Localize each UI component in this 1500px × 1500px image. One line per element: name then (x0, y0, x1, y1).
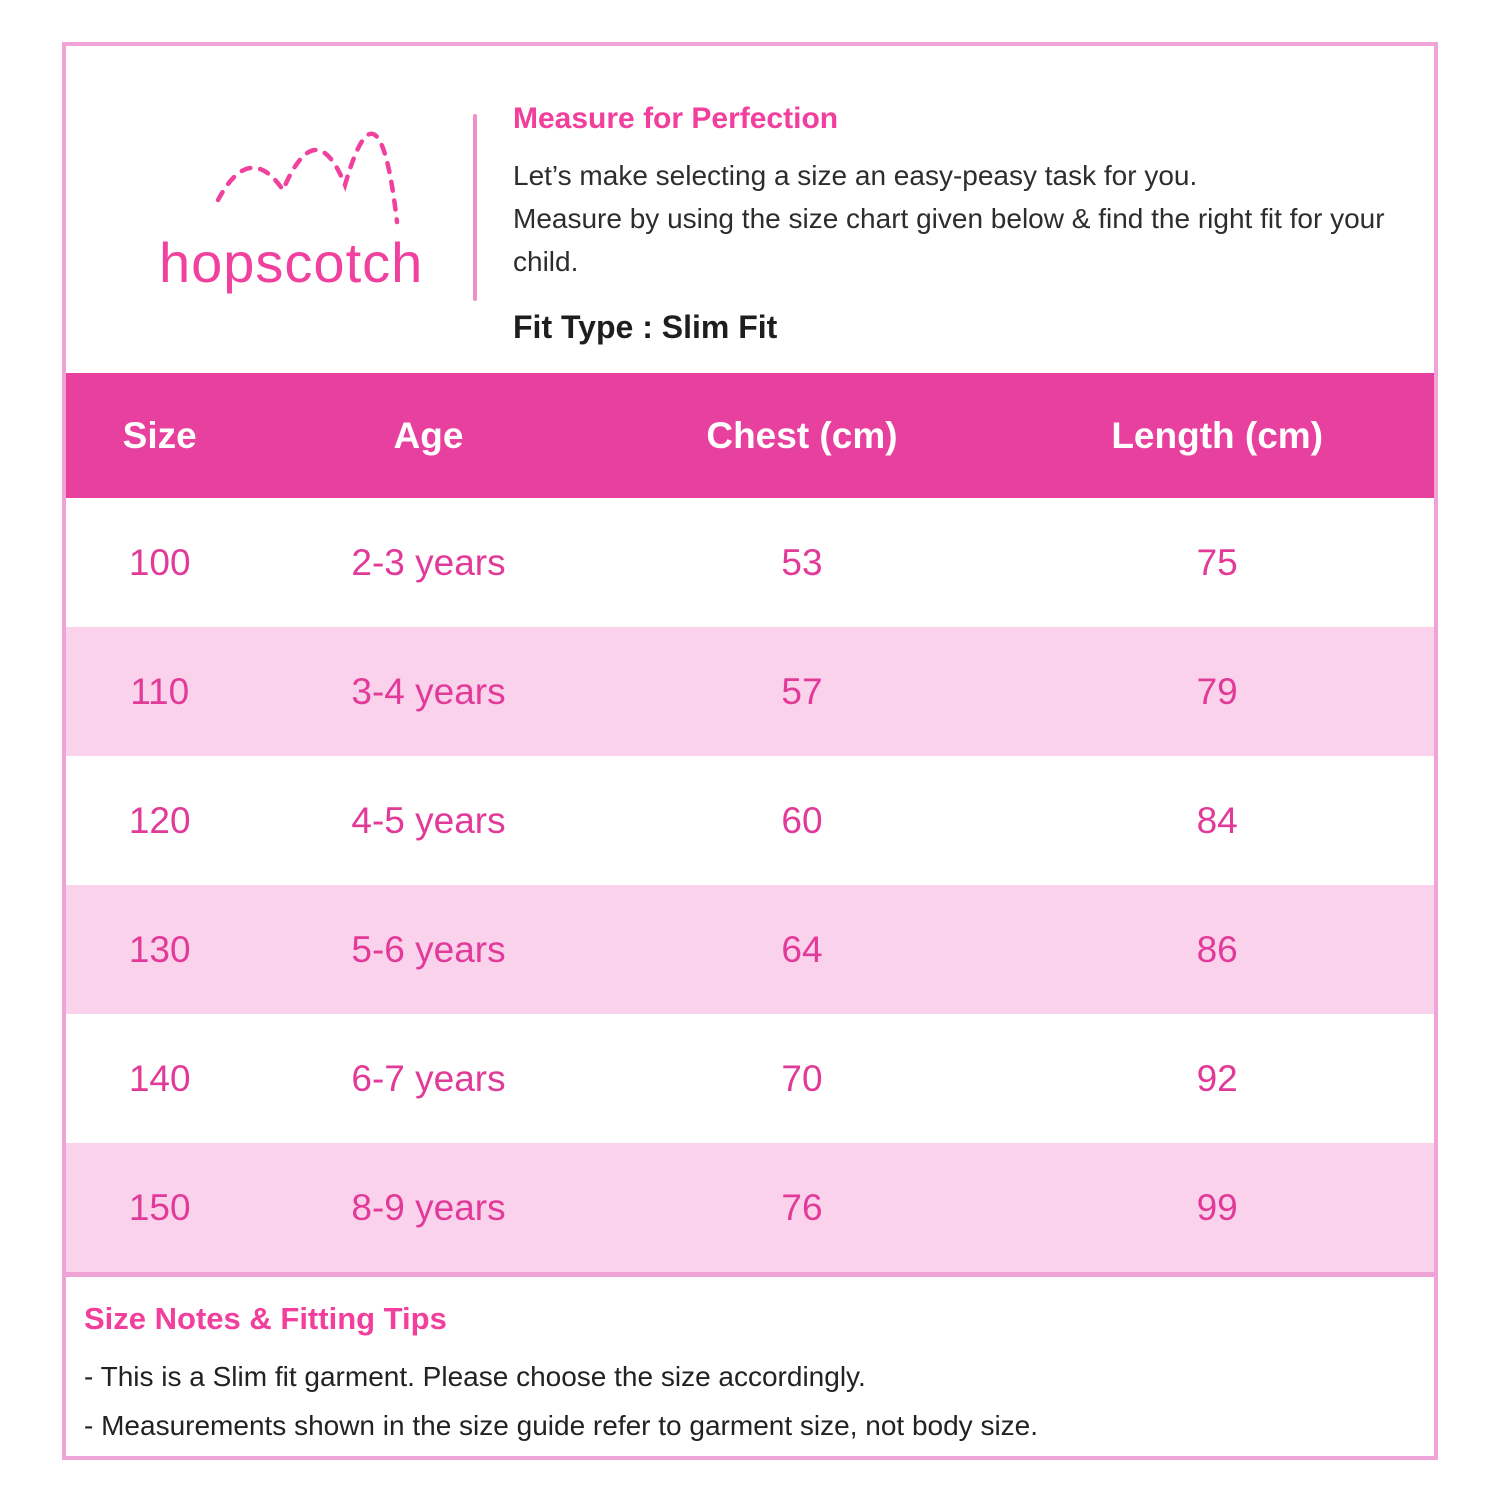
notes-section (66, 1272, 1434, 1442)
hopscotch-logo (149, 131, 449, 331)
size-chart-sheet (62, 42, 1438, 1460)
cell-size: 100 (66, 498, 253, 627)
intro-line-1: Let’s make selecting a size an easy-peasy task for you. (513, 160, 1198, 191)
cell-length: 99 (1000, 1143, 1434, 1272)
table-row (66, 1014, 1434, 1143)
cell-length: 84 (1000, 756, 1434, 885)
cell-size: 120 (66, 756, 253, 885)
cell-size: 130 (66, 885, 253, 1014)
table-header-row (66, 373, 1434, 498)
hop-trajectory-dashes (218, 134, 397, 222)
cell-age: 6-7 years (253, 1014, 603, 1143)
intro-section (66, 46, 1434, 373)
cell-chest: 76 (604, 1143, 1001, 1272)
note-item: - Measurements shown in the size guide refer to garment size, not body size. (84, 1410, 1039, 1441)
table-row (66, 885, 1434, 1014)
table-row (66, 1143, 1434, 1272)
cell-age: 2-3 years (253, 498, 603, 627)
column-header-chest: Chest (cm) (604, 373, 1001, 498)
table-row (66, 498, 1434, 627)
fit-type-label: Fit Type : Slim Fit (513, 309, 778, 345)
note-item: - This is a Slim fit garment. Please choose the size accordingly. (84, 1361, 866, 1392)
cell-size: 110 (66, 627, 253, 756)
notes-title: Size Notes & Fitting Tips (84, 1301, 447, 1336)
cell-age: 8-9 years (253, 1143, 603, 1272)
column-header-age: Age (253, 373, 603, 498)
intro-heading: Measure for Perfection (513, 102, 839, 135)
cell-chest: 60 (604, 756, 1001, 885)
cell-chest: 57 (604, 627, 1001, 756)
size-table (66, 373, 1434, 1272)
table-row (66, 756, 1434, 885)
cell-age: 5-6 years (253, 885, 603, 1014)
hopscotch-logo-graphic (149, 131, 449, 331)
column-header-size: Size (66, 373, 253, 498)
column-header-length: Length (cm) (1000, 373, 1434, 498)
intro-text-block (513, 102, 1405, 346)
cell-size: 150 (66, 1143, 253, 1272)
cell-length: 92 (1000, 1014, 1434, 1143)
intro-line-2: Measure by using the size chart given below & find the right fit for your child. (513, 203, 1385, 277)
cell-length: 79 (1000, 627, 1434, 756)
table-row (66, 627, 1434, 756)
logo-wordmark: hopscotch (159, 231, 424, 294)
cell-age: 4-5 years (253, 756, 603, 885)
cell-chest: 53 (604, 498, 1001, 627)
vertical-divider (473, 114, 477, 301)
cell-length: 75 (1000, 498, 1434, 627)
cell-age: 3-4 years (253, 627, 603, 756)
cell-length: 86 (1000, 885, 1434, 1014)
cell-chest: 64 (604, 885, 1001, 1014)
cell-chest: 70 (604, 1014, 1001, 1143)
cell-size: 140 (66, 1014, 253, 1143)
